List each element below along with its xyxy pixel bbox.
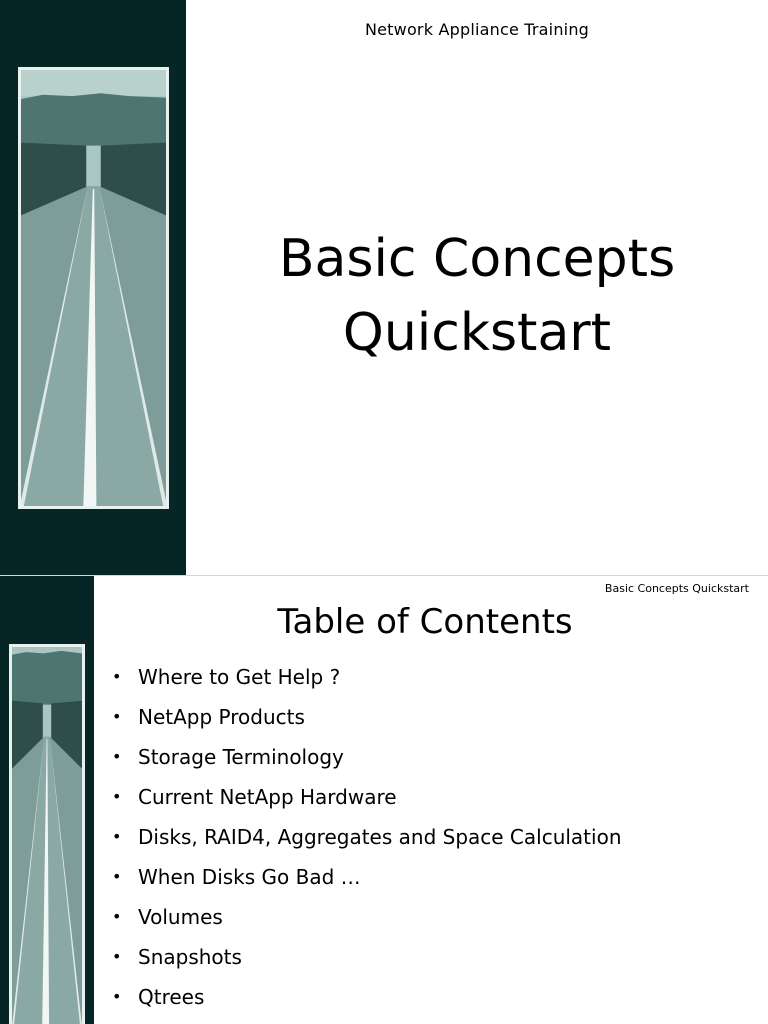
toc-item-text: Qtrees bbox=[138, 985, 205, 1009]
slide-title bbox=[186, 222, 768, 370]
toc-item-text: NetApp Products bbox=[138, 705, 305, 729]
bullet-icon: • bbox=[112, 707, 122, 726]
bullet-icon: • bbox=[112, 947, 122, 966]
toc-item-text: Snapshots bbox=[138, 945, 242, 969]
toc-heading: Table of Contents bbox=[277, 602, 573, 642]
toc-item-text: Disks, RAID4, Aggregates and Space Calculation bbox=[138, 825, 622, 849]
deck-caption: Basic Concepts Quickstart bbox=[604, 582, 749, 595]
bullet-icon: • bbox=[112, 787, 122, 806]
toc-slide bbox=[0, 576, 768, 1024]
bullet-icon: • bbox=[112, 827, 122, 846]
toc-item-text: Current NetApp Hardware bbox=[138, 785, 397, 809]
toc-item-text: Where to Get Help ? bbox=[138, 665, 341, 689]
bullet-icon: • bbox=[112, 747, 122, 766]
road-photo-icon bbox=[18, 67, 169, 509]
toc-item-text: Storage Terminology bbox=[138, 745, 344, 769]
road-photo-icon bbox=[9, 644, 85, 1024]
road-photo-graphic bbox=[12, 647, 82, 1024]
road-photo-graphic bbox=[21, 70, 166, 506]
toc-item-text: When Disks Go Bad … bbox=[138, 865, 361, 889]
toc-item-text: Volumes bbox=[138, 905, 223, 929]
title-line: Quickstart bbox=[342, 303, 612, 363]
bullet-icon: • bbox=[112, 867, 122, 886]
title-line: Basic Concepts bbox=[278, 229, 676, 289]
bullet-icon: • bbox=[112, 667, 122, 686]
bullet-icon: • bbox=[112, 987, 122, 1006]
bullet-icon: • bbox=[112, 907, 122, 926]
training-caption: Network Appliance Training bbox=[364, 20, 590, 39]
